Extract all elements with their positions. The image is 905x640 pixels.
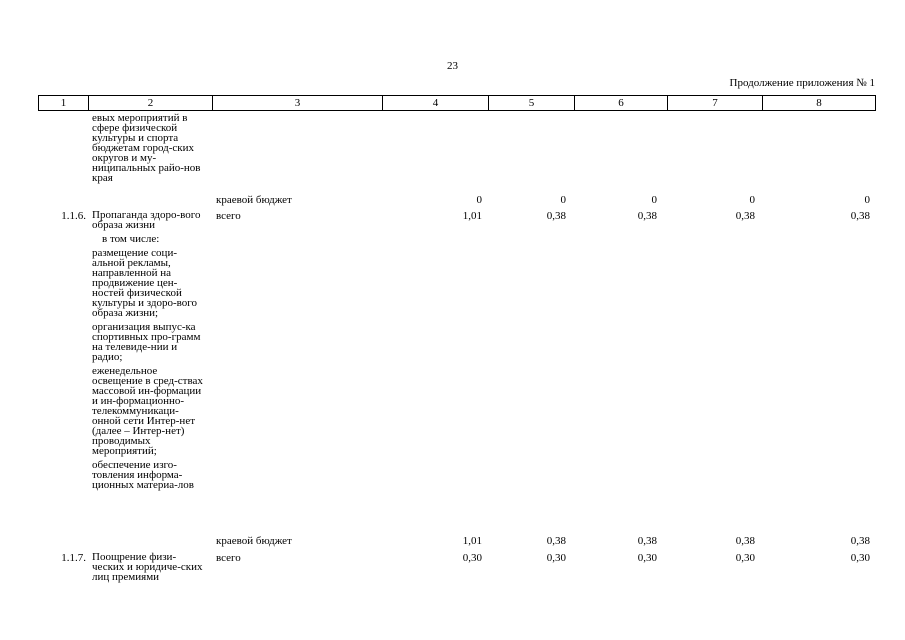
value-col-5: 0,38 <box>546 535 566 547</box>
value-col-7: 0,30 <box>735 552 755 564</box>
value-col-5: 0 <box>560 194 566 206</box>
row-number: 1.1.6. <box>61 210 86 222</box>
table-header <box>38 95 876 111</box>
value-col-5: 0,38 <box>546 210 566 222</box>
funding-source: всего <box>216 552 241 564</box>
value-col-8: 0,30 <box>850 552 870 564</box>
page-number: 23 <box>447 60 458 72</box>
header-col-4: 4 <box>383 96 489 110</box>
value-col-7: 0 <box>749 194 755 206</box>
value-col-6: 0,30 <box>637 552 657 564</box>
value-col-4: 0,30 <box>462 552 482 564</box>
value-col-5: 0,30 <box>546 552 566 564</box>
value-col-8: 0,38 <box>850 210 870 222</box>
continuation-text: евых мероприятий в сфере физической культуры и спорта бюджетам город-ских округов и му-ниципальных райо-нов края <box>92 112 201 184</box>
funding-source: краевой бюджет <box>216 535 292 547</box>
header-col-5: 5 <box>489 96 575 110</box>
value-col-6: 0,38 <box>637 210 657 222</box>
value-col-7: 0,38 <box>735 535 755 547</box>
value-col-6: 0,38 <box>637 535 657 547</box>
appendix-caption: Продолжение приложения № 1 <box>729 77 875 89</box>
value-col-4: 1,01 <box>462 210 482 222</box>
activity-title: Пропаганда здоро-вого образа жизни <box>92 209 201 231</box>
value-col-8: 0,38 <box>850 535 870 547</box>
value-col-6: 0 <box>651 194 657 206</box>
header-col-1: 1 <box>39 96 89 110</box>
sub-item: размещение соци-альной рекламы, направленной на продвижение цен-ностей физической культуры и здоро-вого образа жизни; <box>92 247 197 319</box>
funding-source: всего <box>216 210 241 222</box>
header-col-6: 6 <box>575 96 668 110</box>
value-col-4: 1,01 <box>462 535 482 547</box>
sub-item: обеспечение изго-товления информа-ционных материа-лов <box>92 459 194 491</box>
value-col-7: 0,38 <box>735 210 755 222</box>
activity-name: Поощрение физи-ческих и юридиче-ских лиц премиями <box>92 551 203 583</box>
header-col-7: 7 <box>668 96 763 110</box>
row-number: 1.1.7. <box>61 552 86 564</box>
header-col-3: 3 <box>213 96 383 110</box>
activity-name <box>92 210 207 494</box>
sub-item: организация выпус-ка спортивных про-грамм на телевиде-нии и радио; <box>92 321 201 363</box>
sub-item: еженедельное освещение в сред-ствах массовой ин-формации и ин-формационно-телекоммуникаци-онной сети Интер-нет (далее – Интер-нет) проводимых мероприятий; <box>92 365 203 457</box>
sub-items-intro: в том числе: <box>102 233 160 245</box>
funding-source: краевой бюджет <box>216 194 292 206</box>
header-col-8: 8 <box>816 97 822 109</box>
value-col-8: 0 <box>864 194 870 206</box>
value-col-4: 0 <box>476 194 482 206</box>
header-col-2: 2 <box>89 96 213 110</box>
